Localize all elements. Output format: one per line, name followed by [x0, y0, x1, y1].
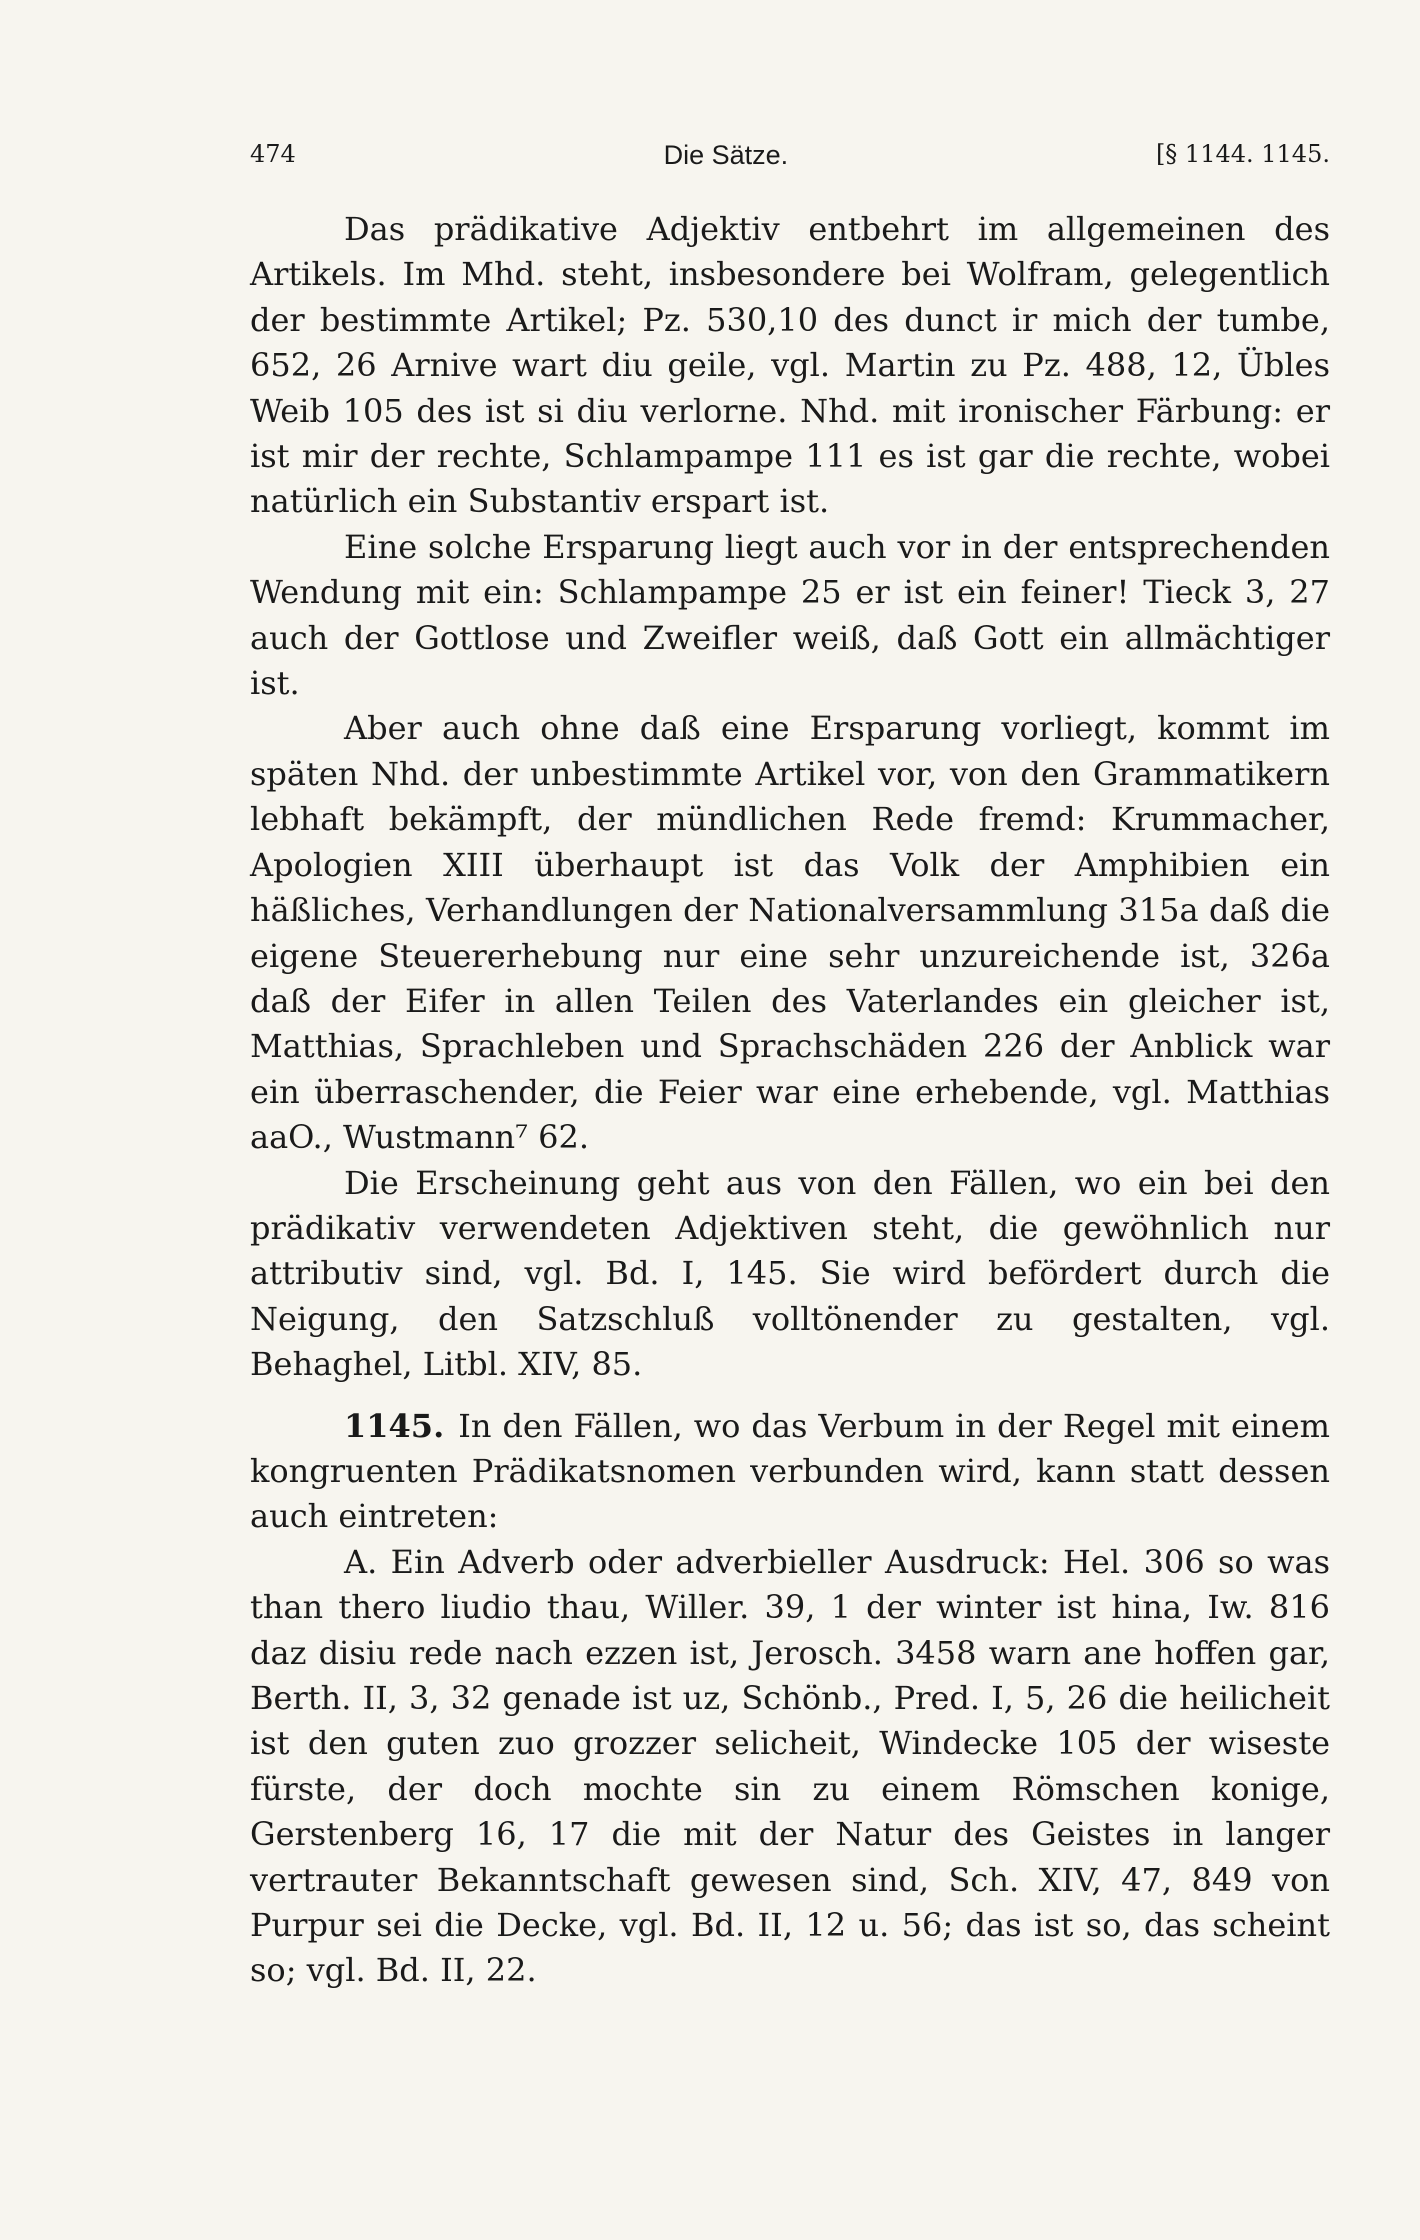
page-number: 474: [250, 140, 296, 168]
section-number: 1145.: [344, 1406, 445, 1445]
section-paragraph: [250, 1404, 1330, 1540]
book-page: [250, 140, 1330, 1994]
paragraph: Aber auch ohne daß eine Ersparung vorliegt, kommt im späten Nhd. der unbestimmte Artikel vor, von den Grammatikern lebhaft bekämpft, der mündlichen Rede fremd: Krummacher, Apologien XIII überhaupt ist das Volk der Amphibien ein häßliches, Verhandlungen der Nationalversammlung 315a daß die eigene Steuererhebung nur eine sehr unzureichende ist, 326a daß der Eifer in allen Teilen des Vaterlandes ein gleicher ist, Matthias, Sprachleben und Sprachschäden 226 der Anblick war ein überraschender, die Feier war eine erhebende, vgl. Matthias aaO., Wustmann⁷ 62.: [250, 709, 1330, 1157]
paragraph: Eine solche Ersparung liegt auch vor in der entsprechenden Wendung mit ein: Schlampampe 25 er ist ein feiner! Tieck 3, 27 auch der Gottlose und Zweifler weiß, daß Gott ein allmächtiger ist.: [250, 527, 1330, 703]
section-reference: [§ 1144. 1145.: [1155, 140, 1330, 168]
paragraph: Das prädikative Adjektiv entbehrt im allgemeinen des Artikels. Im Mhd. steht, insbesondere bei Wolfram, gelegentlich der bestimmte Artikel; Pz. 530,10 des dunct ir mich der tumbe, 652, 26 Arnive wart diu geile, vgl. Martin zu Pz. 488, 12, Übles Weib 105 des ist si diu verlorne. Nhd. mit ironischer Färbung: er ist mir der rechte, Schlampampe 111 es ist gar die rechte, wobei natürlich ein Substantiv erspart ist.: [250, 210, 1330, 521]
running-header: [250, 140, 1330, 171]
paragraph: Die Erscheinung geht aus von den Fällen, wo ein bei den prädikativ verwendeten Adjektiven steht, die gewöhnlich nur attributiv sind, vgl. Bd. I, 145. Sie wird befördert durch die Neigung, den Satzschluß volltönender zu gestalten, vgl. Behaghel, Litbl. XIV, 85.: [250, 1163, 1330, 1384]
paragraph-a: A. Ein Adverb oder adverbieller Ausdruck: Hel. 306 so was than thero liudio thau, Willer. 39, 1 der winter ist hina, Iw. 816 daz disiu rede nach ezzen ist, Jerosch. 3458 warn ane hoffen gar, Berth. II, 3, 32 genade ist uz, Schönb., Pred. I, 5, 26 die heilicheit ist den guten zuo grozzer selicheit, Windecke 105 der wiseste fürste, der doch mochte sin zu einem Römschen konige, Gerstenberg 16, 17 die mit der Natur des Geistes in langer vertrauter Bekanntschaft gewesen sind, Sch. XIV, 47, 849 von Purpur sei die Decke, vgl. Bd. II, 12 u. 56; das ist so, das scheint so; vgl. Bd. II, 22.: [250, 1542, 1330, 1990]
running-title: Die Sätze.: [663, 140, 789, 170]
section-text: In den Fällen, wo das Verbum in der Regel mit einem kongruenten Prädikatsnomen verbunden wird, kann statt dessen auch eintreten:: [250, 1406, 1330, 1536]
